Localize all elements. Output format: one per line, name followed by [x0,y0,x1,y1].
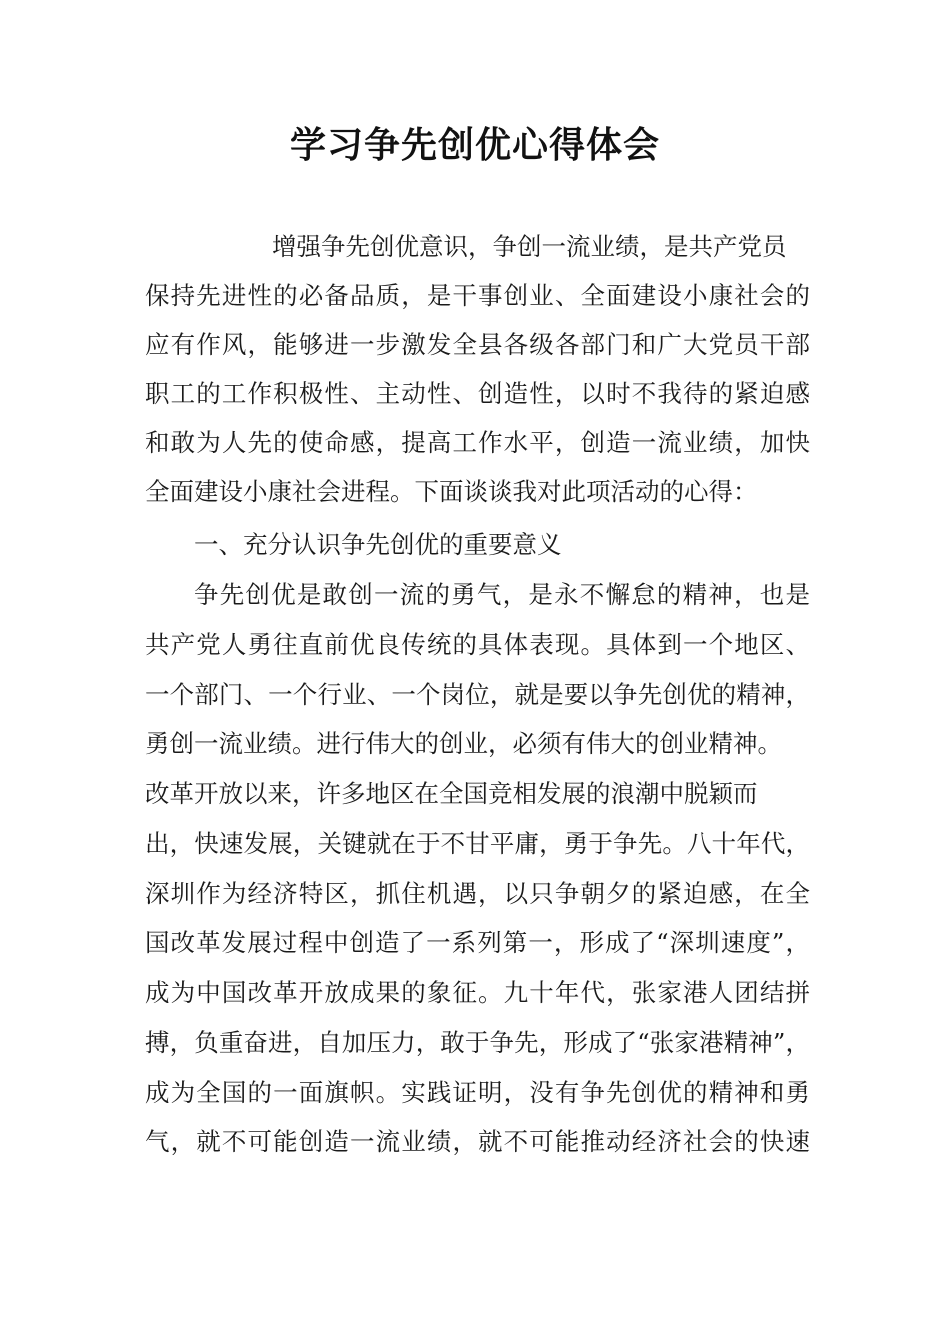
document-title: 学习争先创优心得体会 [289,125,660,166]
paragraph-line: 和敢为人先的使命感，提高工作水平，创造一流业绩，加快 [145,428,810,457]
paragraph-line: 应有作风，能够进一步激发全县各级各部门和广大党员干部 [145,330,810,359]
paragraph-line: 共产党人勇往直前优良传统的具体表现。具体到一个地区、 [145,630,810,659]
paragraph-line: 全面建设小康社会进程。下面谈谈我对此项活动的心得： [145,477,758,506]
paragraph-line: 一个部门、一个行业、一个岗位，就是要以争先创优的精神， [145,680,810,709]
paragraph-line: 成为中国改革开放成果的象征。九十年代，张家港人团结拼 [145,978,810,1007]
paragraph-line: 争先创优是敢创一流的勇气，是永不懈怠的精神，也是 [194,580,810,609]
paragraph-line: 保持先进性的必备品质，是干事创业、全面建设小康社会的 [145,281,810,310]
paragraph-line: 勇创一流业绩。进行伟大的创业，必须有伟大的创业精神。 [145,729,782,758]
paragraph-line: 增强争先创优意识，争创一流业绩，是共产党员 [272,232,787,261]
paragraph-line: 国改革发展过程中创造了一系列第一，形成了“深圳速度”， [145,928,810,957]
paragraph-line: 深圳作为经济特区，抓住机遇，以只争朝夕的紧迫感，在全 [145,879,810,908]
paragraph-line: 成为全国的一面旗帜。实践证明，没有争先创优的精神和勇 [145,1078,810,1107]
section-heading: 一、充分认识争先创优的重要意义 [194,530,562,559]
paragraph-line: 气，就不可能创造一流业绩，就不可能推动经济社会的快速 [145,1127,810,1156]
paragraph-line: 职工的工作积极性、主动性、创造性，以时不我待的紧迫感 [145,379,810,408]
paragraph-line: 出，快速发展，关键就在于不甘平庸，勇于争先。八十年代， [145,829,810,858]
paragraph-line: 搏，负重奋进，自加压力，敢于争先，形成了“张家港精神”， [145,1028,810,1057]
paragraph-line: 改革开放以来，许多地区在全国竞相发展的浪潮中脱颖而 [145,779,758,808]
